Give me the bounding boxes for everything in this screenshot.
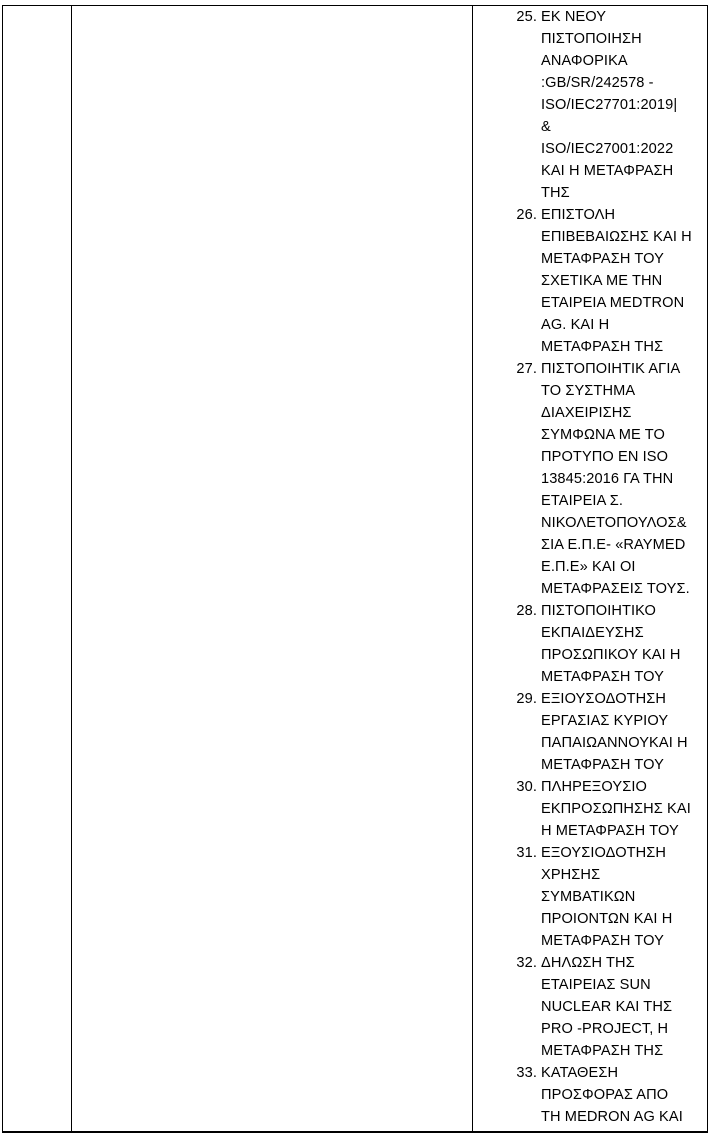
list-item-number: 30.	[516, 779, 537, 795]
documents-list	[473, 6, 707, 1128]
list-item-text: ΕΞΟΥΣΙΟΔΟΤΗΣΗ ΧΡΗΣΗΣ ΣΥΜΒΑΤΙΚΩΝ ΠΡΟΙΟΝΤΩΝ ΚΑΙ Η ΜΕΤΑΦΡΑΣΗ ΤΟΥ	[541, 845, 673, 949]
list-item	[477, 842, 707, 952]
list-item-number: 26.	[516, 207, 537, 223]
document-table	[2, 5, 708, 1133]
documents-cell	[473, 6, 708, 1133]
list-item	[477, 688, 707, 776]
empty-index-cell	[3, 6, 72, 1133]
list-item-number: 28.	[516, 603, 537, 619]
list-item-text: ΕΞΙΟΥΣΟΔΟΤΗΣΗ ΕΡΓΑΣΙΑΣ ΚΥΡΙΟΥ ΠΑΠΑΙΩΑΝΝΟΥΚΑΙ Η ΜΕΤΑΦΡΑΣΗ ΤΟΥ	[541, 691, 688, 773]
list-item	[477, 952, 707, 1062]
list-item-text: ΔΗΛΩΣΗ ΤΗΣ ΕΤΑΙΡΕΙΑΣ SUN NUCLEAR ΚΑΙ ΤΗΣ PRO -PROJECT, Η ΜΕΤΑΦΡΑΣΗ ΤΗΣ	[541, 955, 673, 1059]
list-item-number: 33.	[516, 1065, 537, 1081]
list-item-text: ΕΠΙΣΤΟΛΗ ΕΠΙΒΕΒΑΙΩΣΗΣ ΚΑΙ Η ΜΕΤΑΦΡΑΣΗ ΤΟΥ ΣΧΕΤΙΚΑ ΜΕ ΤΗΝ ΕΤΑΙΡΕΙΑ MEDTRON AG. ΚΑΙ Η ΜΕΤΑΦΡΑΣΗ ΤΗΣ	[541, 207, 692, 355]
list-item-number: 27.	[516, 361, 537, 377]
list-item	[477, 358, 707, 600]
list-item-text: ΠΙΣΤΟΠΟΙΗΤΙΚ ΑΓΙΑ ΤΟ ΣΥΣΤΗΜΑ ΔΙΑΧΕΙΡΙΣΗΣ ΣΥΜΦΩΝΑ ΜΕ ΤΟ ΠΡΟΤΥΠΟ ΕΝ ISO 13845:2016 ΓΑ ΤΗΝ ΕΤΑΙΡΕΙΑ Σ. ΝΙΚΟΛΕΤΟΠΟΥΛΟΣ& ΣΙΑ Ε.Π.Ε- «RAYMED Ε.Π.Ε» ΚΑΙ ΟΙ ΜΕΤΑΦΡΑΣΕΙΣ ΤΟΥΣ.	[541, 361, 690, 597]
list-item	[477, 1062, 707, 1128]
list-item-text: ΠΙΣΤΟΠΟΙΗΤΙΚΟ ΕΚΠΑΙΔΕΥΣΗΣ ΠΡΟΣΩΠΙΚΟΥ ΚΑΙ Η ΜΕΤΑΦΡΑΣΗ ΤΟΥ	[541, 603, 681, 685]
list-item-number: 32.	[516, 955, 537, 971]
list-item-text: ΕΚ ΝΕΟΥ ΠΙΣΤΟΠΟΙΗΣΗ ΑΝΑΦΟΡΙΚΑ :GB/SR/242578 - ISO/IEC27701:2019| & ISO/IEC27001:2022 ΚΑΙ Η ΜΕΤΑΦΡΑΣΗ ΤΗΣ	[541, 9, 678, 201]
list-item-number: 31.	[516, 845, 537, 861]
list-item	[477, 776, 707, 842]
list-item	[477, 600, 707, 688]
list-item	[477, 204, 707, 358]
list-item	[477, 6, 707, 204]
list-item-text: ΠΛΗΡΕΞΟΥΣΙΟ ΕΚΠΡΟΣΩΠΗΣΗΣ ΚΑΙ Η ΜΕΤΑΦΡΑΣΗ ΤΟΥ	[541, 779, 691, 839]
empty-description-cell	[72, 6, 473, 1133]
list-item-text: ΚΑΤΑΘΕΣΗ ΠΡΟΣΦΟΡΑΣ ΑΠΟ ΤΗ MEDRON AG ΚΑΙ	[541, 1065, 683, 1125]
list-item-number: 25.	[516, 9, 537, 25]
table-row	[3, 6, 708, 1133]
list-item-number: 29.	[516, 691, 537, 707]
